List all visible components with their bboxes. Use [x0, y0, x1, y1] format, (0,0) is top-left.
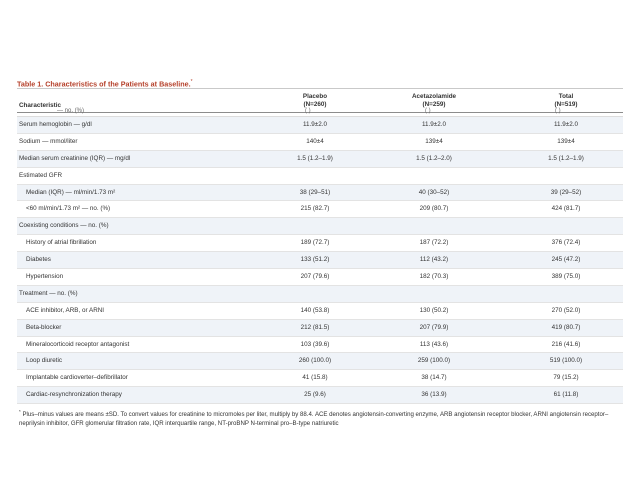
total-cell: 419 (80.7) — [551, 323, 581, 331]
header-acetazolamide — [389, 93, 479, 109]
total-cell: 216 (41.6) — [551, 340, 581, 348]
footnote-text: Plus–minus values are means ±SD. To convert values for creatinine to micromoles per liter, multiply by 88.4. ACE denotes angiotensin-converting enzyme, ARB angiotensin receptor blocker, ARNI angiotensin receptor–neprilysin inhibitor, GFR glomerular filtration rate, IQR interquartile range, NT-proBNP N-terminal pro–B-type natriuretic — [19, 411, 609, 427]
row-label: Loop diuretic — [26, 357, 63, 365]
clipped-row-label: — no. (%) — [57, 108, 85, 114]
acetazolamide-cell: 207 (79.9) — [419, 323, 449, 331]
row-label: Sodium — mmol/liter — [19, 137, 78, 145]
placebo-cell: 41 (15.8) — [302, 374, 328, 382]
acetazolamide-cell: 182 (70.3) — [419, 273, 449, 281]
table-title — [17, 76, 623, 89]
table-row — [17, 168, 623, 185]
table-row — [17, 134, 623, 151]
row-label: History of atrial fibrillation — [26, 239, 97, 247]
header-acetazolamide-n: (N=259) — [422, 101, 446, 108]
table-row — [17, 218, 623, 235]
total-cell: 11.9±2.0 — [554, 121, 578, 128]
total-cell: 1.5 (1.2–1.9) — [548, 154, 584, 162]
acetazolamide-cell: 40 (30–52) — [418, 188, 450, 196]
total-cell: 389 (75.0) — [551, 273, 581, 281]
total-cell: 424 (81.7) — [551, 205, 581, 213]
total-cell: 139±4 — [557, 137, 575, 145]
row-label: Coexisting conditions — no. (%) — [19, 222, 109, 230]
table-row — [17, 151, 623, 168]
clipped-row-v3: ( ) — [555, 108, 561, 114]
header-placebo-label: Placebo — [302, 93, 328, 100]
table-body — [17, 117, 623, 404]
acetazolamide-cell: 259 (100.0) — [417, 357, 451, 365]
table-row — [17, 353, 623, 370]
placebo-cell: 207 (79.6) — [300, 273, 330, 281]
placebo-cell: 103 (39.6) — [300, 340, 330, 348]
baseline-table — [17, 76, 623, 428]
header-characteristic: Characteristic — [19, 102, 61, 109]
table-row — [17, 303, 623, 320]
table-title-mark: * — [190, 79, 193, 85]
total-cell: 39 (29–52) — [550, 188, 582, 196]
table-row — [17, 370, 623, 387]
placebo-cell: 11.9±2.0 — [303, 121, 327, 128]
row-label: Mineralocorticoid receptor antagonist — [26, 340, 130, 348]
header-total — [521, 93, 611, 109]
placebo-cell: 140±4 — [306, 137, 324, 145]
total-cell: 79 (15.2) — [553, 374, 579, 382]
table-row — [17, 201, 623, 218]
placebo-cell: 260 (100.0) — [298, 357, 332, 365]
placebo-cell: 215 (82.7) — [300, 205, 330, 213]
placebo-cell: 25 (9.6) — [304, 391, 326, 399]
acetazolamide-cell: 1.5 (1.2–2.0) — [416, 154, 452, 162]
header-total-n: (N=519) — [554, 101, 578, 108]
placebo-cell: 140 (53.8) — [300, 306, 330, 314]
table-footnote — [17, 408, 623, 428]
footnote-mark: * — [19, 409, 21, 415]
acetazolamide-cell: 209 (80.7) — [419, 205, 449, 213]
header-placebo — [270, 93, 360, 109]
table-title-text: Table 1. Characteristics of the Patients at Baseline. — [17, 79, 191, 89]
placebo-cell: 38 (29–51) — [299, 188, 331, 196]
placebo-cell: 133 (51.2) — [300, 256, 330, 264]
placebo-cell: 1.5 (1.2–1.9) — [297, 154, 333, 162]
header-placebo-n: (N=260) — [303, 101, 327, 108]
row-label: Hypertension — [26, 273, 64, 281]
table-row — [17, 286, 623, 303]
acetazolamide-cell: 113 (43.6) — [419, 340, 449, 348]
table-header — [17, 89, 623, 113]
clipped-row-v1: ( ) — [305, 108, 311, 114]
total-cell: 376 (72.4) — [551, 239, 581, 247]
total-cell: 245 (47.2) — [551, 256, 581, 264]
acetazolamide-cell: 130 (50.2) — [419, 306, 449, 314]
row-label: Median serum creatinine (IQR) — mg/dl — [19, 154, 131, 162]
total-cell: 519 (100.0) — [549, 357, 583, 365]
header-acetazolamide-label: Acetazolamide — [411, 93, 457, 100]
table-row — [17, 337, 623, 354]
acetazolamide-cell: 139±4 — [425, 137, 443, 145]
table-row — [17, 320, 623, 337]
row-label: Implantable cardioverter–defibrillator — [26, 374, 128, 382]
row-label: Beta-blocker — [26, 323, 62, 331]
acetazolamide-cell: 11.9±2.0 — [422, 121, 446, 128]
placebo-cell: 212 (81.5) — [300, 323, 330, 331]
table-row — [17, 235, 623, 252]
clipped-row-v2: ( ) — [425, 108, 431, 114]
header-total-label: Total — [558, 93, 574, 100]
total-cell: 61 (11.8) — [553, 391, 579, 399]
acetazolamide-cell: 187 (72.2) — [419, 239, 449, 247]
row-label: Median (IQR) — ml/min/1.73 m² — [26, 188, 116, 196]
acetazolamide-cell: 38 (14.7) — [421, 374, 447, 382]
table-row — [17, 387, 623, 404]
total-cell: 270 (52.0) — [551, 306, 581, 314]
row-label: ACE inhibitor, ARB, or ARNI — [26, 306, 105, 314]
row-label: Estimated GFR — [19, 171, 63, 179]
row-label: Cardiac-resynchronization therapy — [26, 391, 122, 399]
row-label: <60 ml/min/1.73 m² — no. (%) — [26, 205, 111, 213]
acetazolamide-cell: 112 (43.2) — [419, 256, 449, 264]
row-label: Serum hemoglobin — g/dl — [19, 121, 92, 128]
row-label: Treatment — no. (%) — [19, 289, 78, 297]
table-row — [17, 269, 623, 286]
table-row — [17, 185, 623, 202]
table-row — [17, 252, 623, 269]
acetazolamide-cell: 36 (13.9) — [421, 391, 447, 399]
placebo-cell: 189 (72.7) — [300, 239, 330, 247]
table-row — [17, 117, 623, 134]
row-label: Diabetes — [26, 256, 51, 264]
